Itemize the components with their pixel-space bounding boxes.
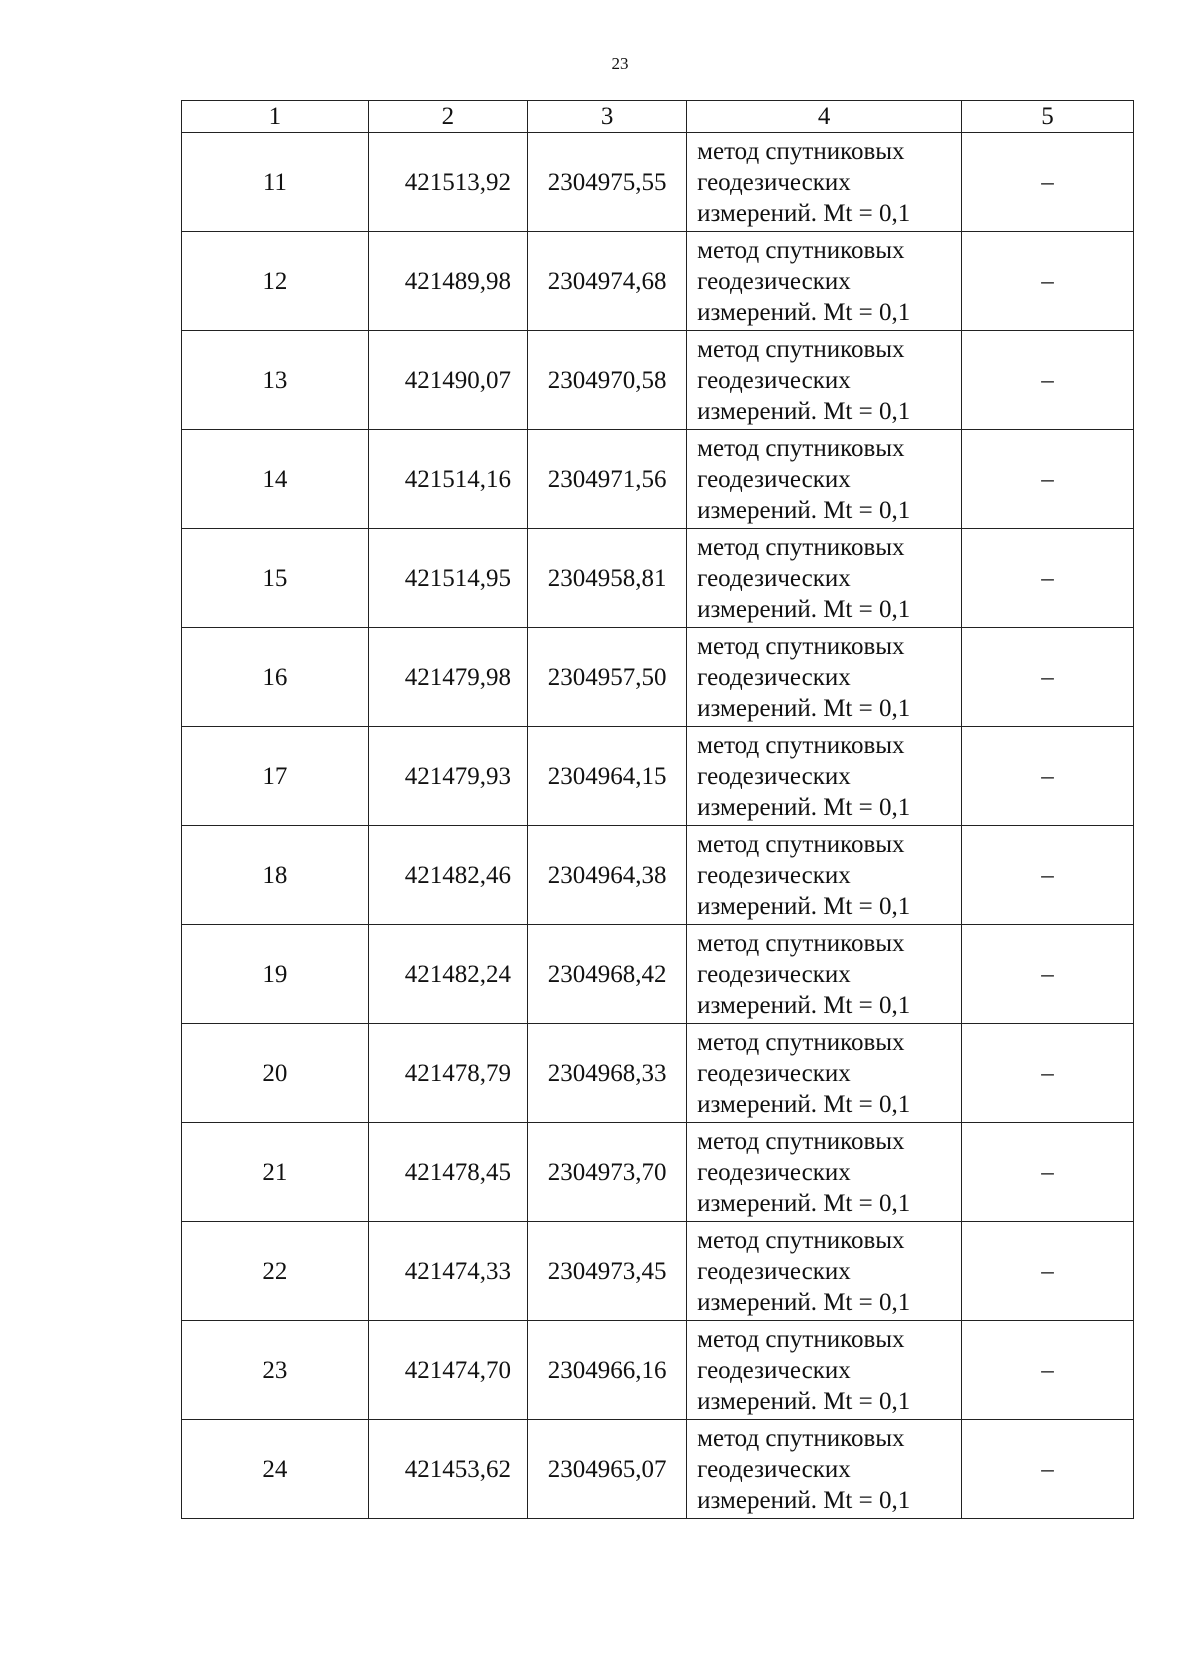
- method-text-line: метод спутниковых: [697, 731, 905, 759]
- note-cell: –: [962, 331, 1134, 430]
- method-text-line: метод спутниковых: [697, 1127, 905, 1155]
- point-number-cell: 11: [182, 133, 369, 232]
- method-text-line: измерений. Mt = 0,1: [697, 991, 911, 1019]
- note-cell: –: [962, 133, 1134, 232]
- x-coordinate-cell: 421513,92: [368, 133, 527, 232]
- y-coordinate-cell: 2304964,38: [527, 826, 686, 925]
- method-text-line: метод спутниковых: [697, 434, 905, 462]
- table-row: [182, 430, 1134, 529]
- method-text-line: геодезических: [697, 168, 851, 196]
- note-cell: –: [962, 430, 1134, 529]
- method-text-line: измерений. Mt = 0,1: [697, 694, 911, 722]
- column-header: 2: [368, 101, 527, 133]
- table-row: [182, 1420, 1134, 1519]
- x-coordinate-cell: 421514,16: [368, 430, 527, 529]
- point-number-cell: 15: [182, 529, 369, 628]
- method-text-line: геодезических: [697, 267, 851, 295]
- x-coordinate-cell: 421482,46: [368, 826, 527, 925]
- method-text-line: измерений. Mt = 0,1: [697, 1288, 911, 1316]
- x-coordinate-cell: 421479,98: [368, 628, 527, 727]
- y-coordinate-cell: 2304958,81: [527, 529, 686, 628]
- table-row: [182, 1222, 1134, 1321]
- note-cell: –: [962, 1222, 1134, 1321]
- method-text-line: метод спутниковых: [697, 929, 905, 957]
- method-cell: [687, 430, 962, 529]
- note-cell: –: [962, 232, 1134, 331]
- point-number-cell: 19: [182, 925, 369, 1024]
- method-text-line: геодезических: [697, 762, 851, 790]
- method-text-line: измерений. Mt = 0,1: [697, 595, 911, 623]
- y-coordinate-cell: 2304968,33: [527, 1024, 686, 1123]
- x-coordinate-cell: 421490,07: [368, 331, 527, 430]
- y-coordinate-cell: 2304966,16: [527, 1321, 686, 1420]
- column-header: 5: [962, 101, 1134, 133]
- method-cell: [687, 826, 962, 925]
- point-number-cell: 18: [182, 826, 369, 925]
- method-text-line: измерений. Mt = 0,1: [697, 1189, 911, 1217]
- point-number-cell: 23: [182, 1321, 369, 1420]
- method-text-line: измерений. Mt = 0,1: [697, 496, 911, 524]
- note-cell: –: [962, 826, 1134, 925]
- table-row: [182, 1123, 1134, 1222]
- table-row: [182, 925, 1134, 1024]
- table-row: [182, 1321, 1134, 1420]
- method-text-line: метод спутниковых: [697, 1226, 905, 1254]
- x-coordinate-cell: 421489,98: [368, 232, 527, 331]
- method-text-line: геодезических: [697, 564, 851, 592]
- method-cell: [687, 1420, 962, 1519]
- point-number-cell: 17: [182, 727, 369, 826]
- point-number-cell: 14: [182, 430, 369, 529]
- note-cell: –: [962, 1420, 1134, 1519]
- method-text-line: измерений. Mt = 0,1: [697, 1486, 911, 1514]
- table-row: [182, 331, 1134, 430]
- point-number-cell: 12: [182, 232, 369, 331]
- point-number-cell: 24: [182, 1420, 369, 1519]
- method-text-line: геодезических: [697, 366, 851, 394]
- method-text-line: геодезических: [697, 663, 851, 691]
- note-cell: –: [962, 925, 1134, 1024]
- method-text-line: измерений. Mt = 0,1: [697, 1387, 911, 1415]
- method-cell: [687, 1024, 962, 1123]
- column-header: 3: [527, 101, 686, 133]
- method-text-line: метод спутниковых: [697, 137, 905, 165]
- x-coordinate-cell: 421478,45: [368, 1123, 527, 1222]
- method-cell: [687, 232, 962, 331]
- method-cell: [687, 727, 962, 826]
- x-coordinate-cell: 421453,62: [368, 1420, 527, 1519]
- y-coordinate-cell: 2304965,07: [527, 1420, 686, 1519]
- point-number-cell: 13: [182, 331, 369, 430]
- point-number-cell: 20: [182, 1024, 369, 1123]
- method-cell: [687, 1321, 962, 1420]
- method-text-line: измерений. Mt = 0,1: [697, 298, 911, 326]
- x-coordinate-cell: 421478,79: [368, 1024, 527, 1123]
- method-cell: [687, 529, 962, 628]
- method-text-line: измерений. Mt = 0,1: [697, 397, 911, 425]
- note-cell: –: [962, 1321, 1134, 1420]
- y-coordinate-cell: 2304974,68: [527, 232, 686, 331]
- method-text-line: геодезических: [697, 1158, 851, 1186]
- y-coordinate-cell: 2304971,56: [527, 430, 686, 529]
- method-text-line: метод спутниковых: [697, 632, 905, 660]
- method-text-line: геодезических: [697, 1059, 851, 1087]
- point-number-cell: 16: [182, 628, 369, 727]
- x-coordinate-cell: 421474,70: [368, 1321, 527, 1420]
- y-coordinate-cell: 2304957,50: [527, 628, 686, 727]
- note-cell: –: [962, 628, 1134, 727]
- method-text-line: измерений. Mt = 0,1: [697, 793, 911, 821]
- method-text-line: метод спутниковых: [697, 1424, 905, 1452]
- table-row: [182, 826, 1134, 925]
- column-header: 1: [182, 101, 369, 133]
- method-text-line: метод спутниковых: [697, 1028, 905, 1056]
- y-coordinate-cell: 2304968,42: [527, 925, 686, 1024]
- method-text-line: геодезических: [697, 960, 851, 988]
- point-number-cell: 21: [182, 1123, 369, 1222]
- page-number: 23: [611, 54, 629, 73]
- method-cell: [687, 628, 962, 727]
- method-text-line: геодезических: [697, 1257, 851, 1285]
- method-text-line: метод спутниковых: [697, 335, 905, 363]
- method-text-line: метод спутниковых: [697, 830, 905, 858]
- table-row: [182, 1024, 1134, 1123]
- method-cell: [687, 925, 962, 1024]
- method-text-line: метод спутниковых: [697, 236, 905, 264]
- column-header: 4: [687, 101, 962, 133]
- method-text-line: метод спутниковых: [697, 533, 905, 561]
- table-body: [182, 133, 1134, 1519]
- y-coordinate-cell: 2304970,58: [527, 331, 686, 430]
- method-cell: [687, 331, 962, 430]
- y-coordinate-cell: 2304973,45: [527, 1222, 686, 1321]
- method-text-line: измерений. Mt = 0,1: [697, 1090, 911, 1118]
- table-row: [182, 628, 1134, 727]
- note-cell: –: [962, 727, 1134, 826]
- method-text-line: геодезических: [697, 465, 851, 493]
- table-row: [182, 727, 1134, 826]
- method-cell: [687, 1123, 962, 1222]
- method-cell: [687, 1222, 962, 1321]
- table-row: [182, 232, 1134, 331]
- method-cell: [687, 133, 962, 232]
- y-coordinate-cell: 2304973,70: [527, 1123, 686, 1222]
- method-text-line: измерений. Mt = 0,1: [697, 199, 911, 227]
- x-coordinate-cell: 421474,33: [368, 1222, 527, 1321]
- y-coordinate-cell: 2304975,55: [527, 133, 686, 232]
- note-cell: –: [962, 529, 1134, 628]
- point-number-cell: 22: [182, 1222, 369, 1321]
- y-coordinate-cell: 2304964,15: [527, 727, 686, 826]
- note-cell: –: [962, 1024, 1134, 1123]
- method-text-line: метод спутниковых: [697, 1325, 905, 1353]
- table-row: [182, 133, 1134, 232]
- x-coordinate-cell: 421514,95: [368, 529, 527, 628]
- method-text-line: измерений. Mt = 0,1: [697, 892, 911, 920]
- table-row: [182, 529, 1134, 628]
- table-header-row: [182, 101, 1134, 133]
- method-text-line: геодезических: [697, 1455, 851, 1483]
- coordinates-table: [181, 100, 1134, 1519]
- x-coordinate-cell: 421479,93: [368, 727, 527, 826]
- x-coordinate-cell: 421482,24: [368, 925, 527, 1024]
- method-text-line: геодезических: [697, 861, 851, 889]
- note-cell: –: [962, 1123, 1134, 1222]
- method-text-line: геодезических: [697, 1356, 851, 1384]
